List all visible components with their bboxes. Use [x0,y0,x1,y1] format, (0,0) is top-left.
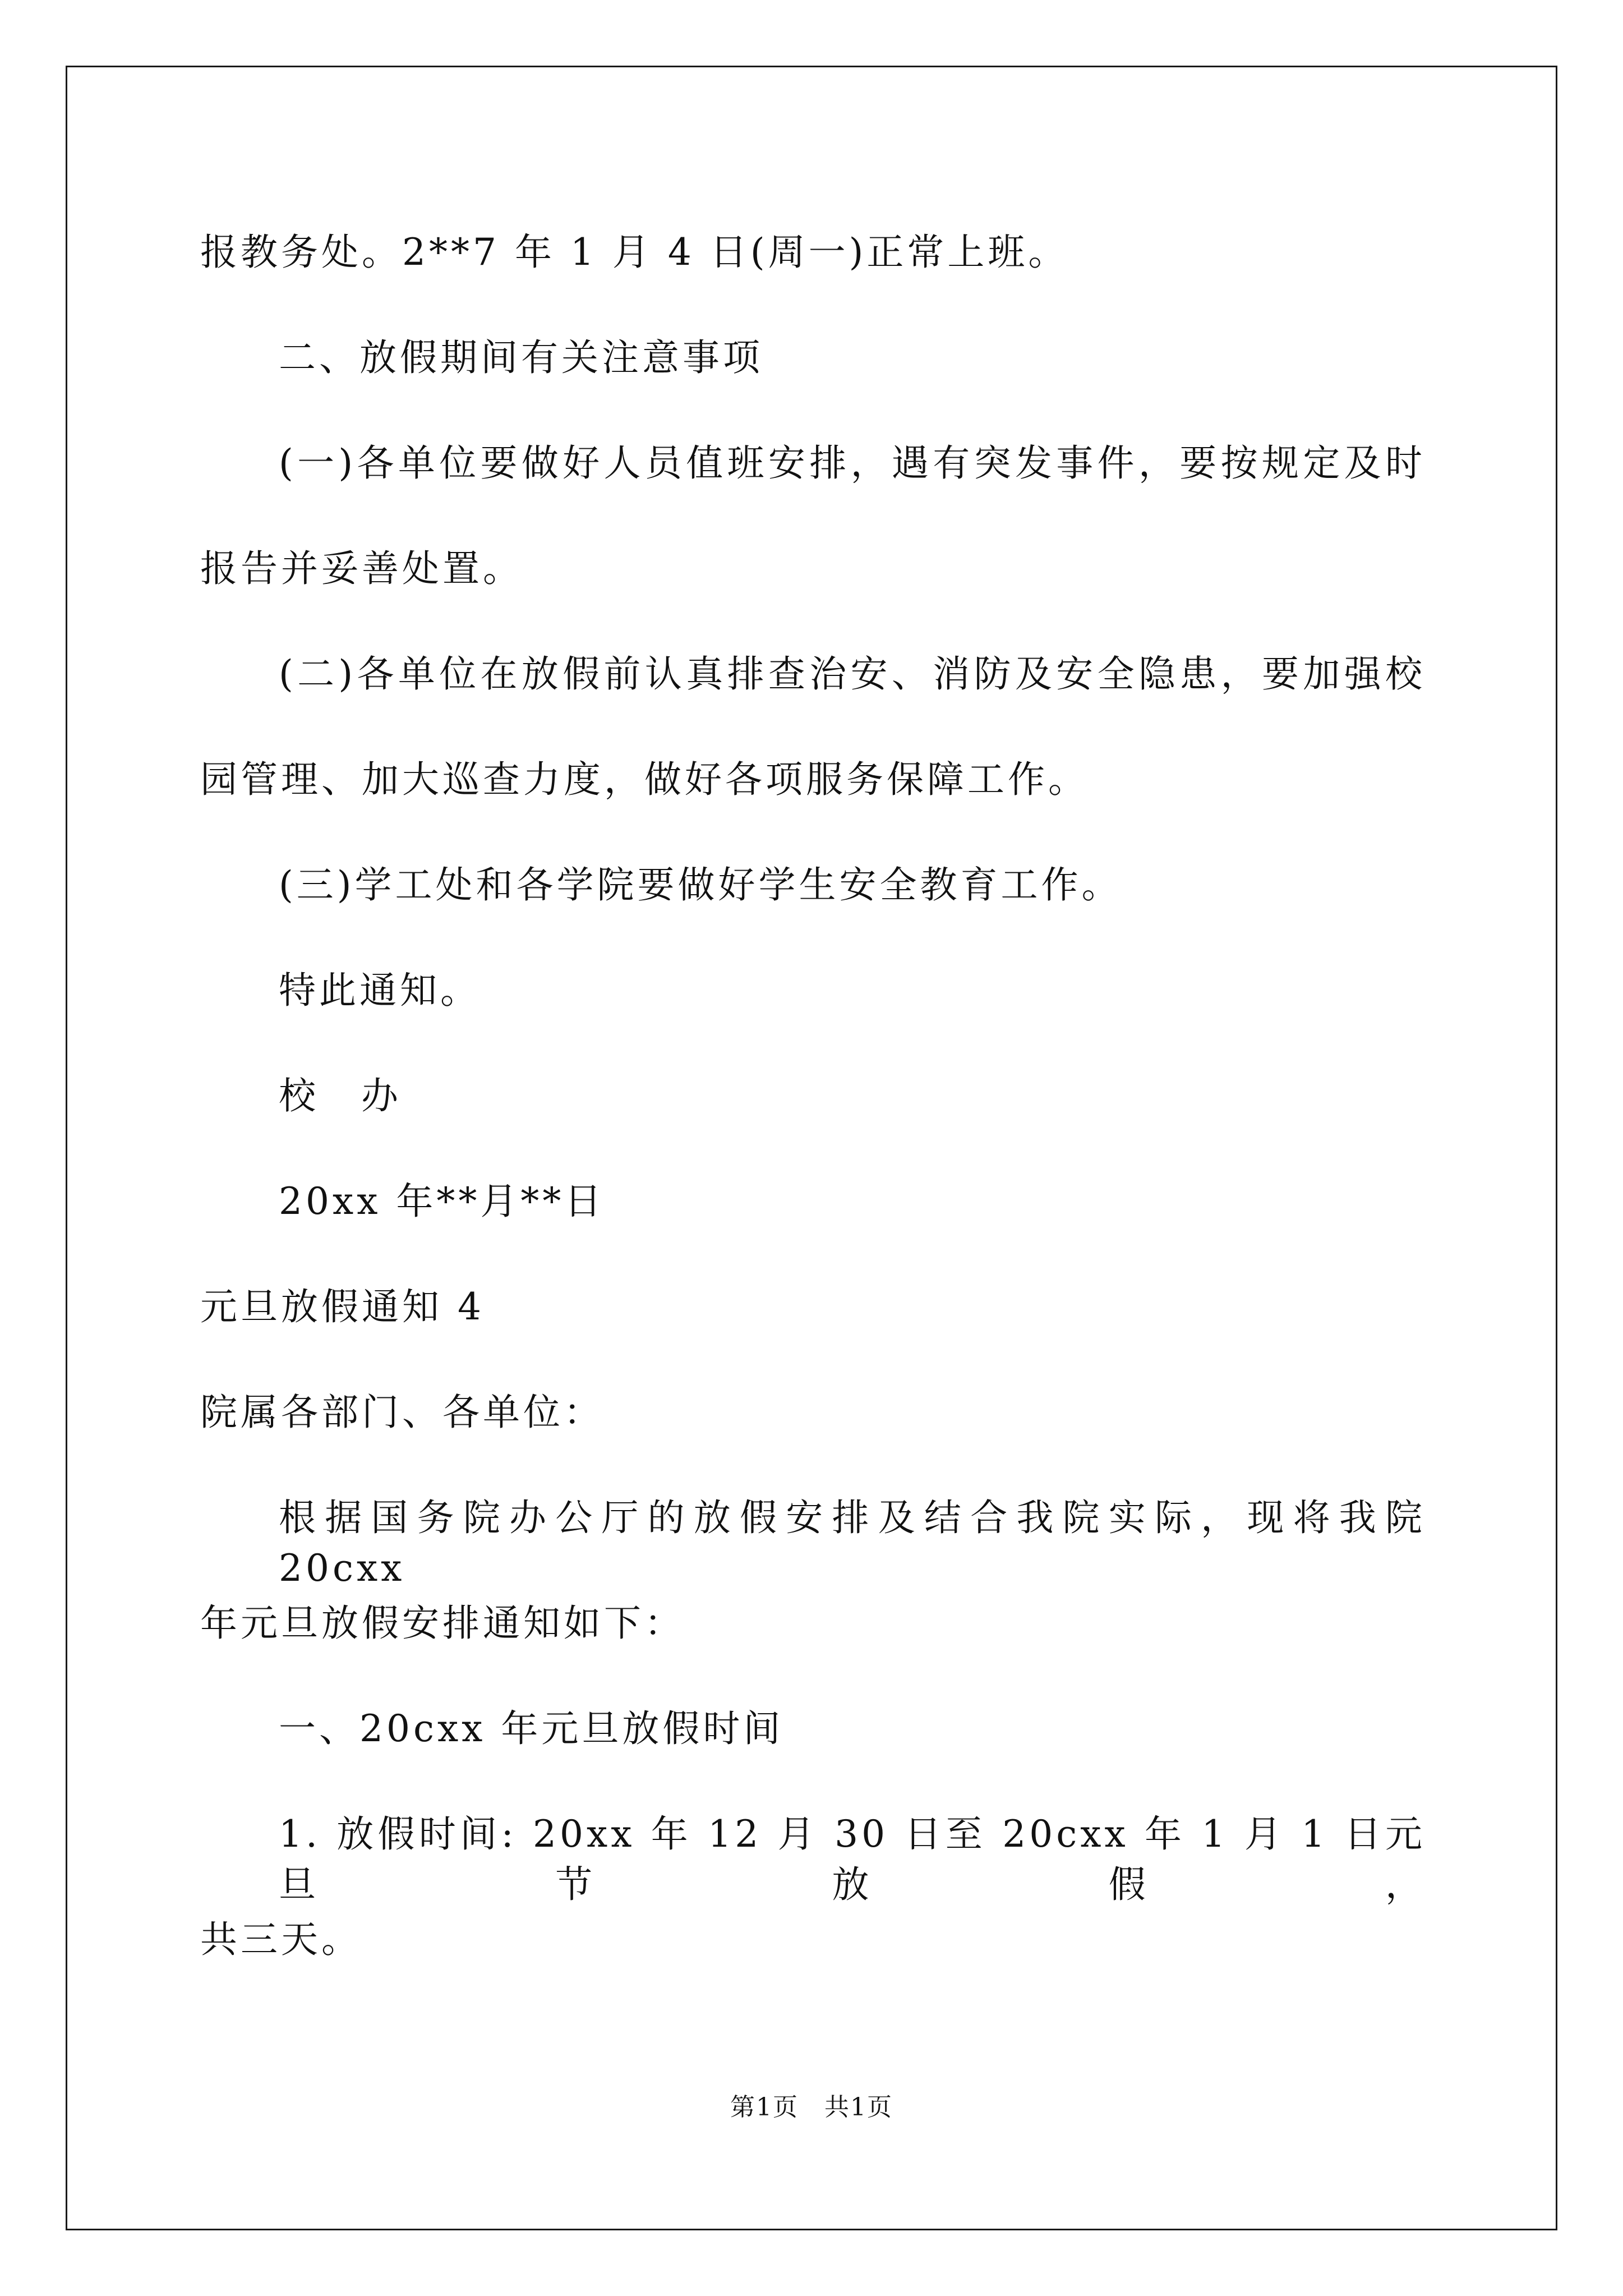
signature-office: 校 办 [279,1074,415,1117]
paragraph-line-3: (一)各单位要做好人员值班安排，遇有突发事件，要按规定及时 [279,441,1426,485]
signature-date: 20xx 年**月**日 [279,1180,605,1223]
section-heading-notes: 二、放假期间有关注意事项 [279,336,763,379]
closing-line: 特此通知。 [279,969,481,1012]
page-footer: 第1页 共1页 [730,2093,893,2122]
section-heading-time: 一、20cxx 年元旦放假时间 [279,1707,784,1750]
paragraph-line-4: 报告并妥善处置。 [200,547,523,590]
addressee-line: 院属各部门、各单位： [200,1391,604,1434]
paragraph-line-16: 1. 放假时间: 20xx 年 12 月 30 日至 20cxx 年 1 月 1 日元旦节放假， [279,1812,1426,1906]
paragraph-line-6: 园管理、加大巡查力度，做好各项服务保障工作。 [200,758,1089,801]
paragraph-line-5: (二)各单位在放假前认真排查治安、消防及安全隐患，要加强校 [279,652,1426,696]
paragraph-line-7: (三)学工处和各学院要做好学生安全教育工作。 [279,863,1122,907]
notice-title: 元旦放假通知 4 [200,1285,485,1328]
paragraph-line-1: 报教务处。2**7 年 1 月 4 日(周一)正常上班。 [200,231,1069,274]
paragraph-line-17: 共三天。 [200,1918,362,1961]
paragraph-line-14: 年元旦放假安排通知如下： [200,1602,685,1645]
paragraph-line-13: 根据国务院办公厅的放假安排及结合我院实际，现将我院 20cxx [279,1496,1426,1590]
